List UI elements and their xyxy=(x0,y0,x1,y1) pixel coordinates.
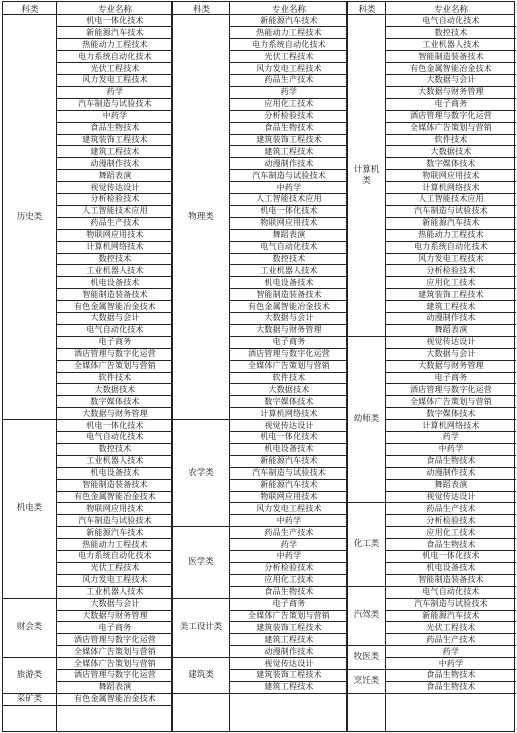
major-cell: 大数据技术 xyxy=(430,146,472,156)
major-cell: 汽车制造与试验技术 xyxy=(252,468,326,478)
major-cell: 电子商务 xyxy=(98,337,132,347)
major-cell: 视觉传达设计 xyxy=(264,658,314,668)
major-cell: 工业机器人技术 xyxy=(86,587,144,597)
major-cell: 分析检验技术 xyxy=(426,265,476,275)
major-cell: 舞蹈表演 xyxy=(434,325,468,335)
major-cell: 数字媒体技术 xyxy=(426,408,476,418)
majors-table xyxy=(2,1,515,732)
major-cell: 光伏工程技术 xyxy=(264,51,314,61)
major-cell: 汽车制造与试验技术 xyxy=(252,170,326,180)
major-cell: 数字媒体技术 xyxy=(426,158,476,168)
major-cell: 热能动力工程技术 xyxy=(418,230,484,240)
major-cell: 光伏工程技术 xyxy=(90,63,140,73)
major-cell: 全媒体广告策划与营销 xyxy=(410,396,492,406)
major-cell: 热能动力工程技术 xyxy=(256,27,322,37)
major-cell: 智能制造装备技术 xyxy=(82,289,148,299)
major-cell: 药学 xyxy=(442,646,460,656)
major-cell: 计算机网络技术 xyxy=(86,242,144,252)
major-cell: 建筑工程技术 xyxy=(426,301,476,311)
category-name: 采矿类 xyxy=(16,693,43,704)
major-cell: 食品生物技术 xyxy=(426,539,476,549)
category-name: 医学类 xyxy=(188,556,214,567)
major-cell: 大数据技术 xyxy=(268,384,310,394)
major-cell: 电子商务 xyxy=(272,337,306,347)
major-cell: 建筑工程技术 xyxy=(90,146,140,156)
major-cell: 药品生产技术 xyxy=(90,218,140,228)
major-cell: 中药学 xyxy=(276,551,302,561)
major-cell: 计算机网络技术 xyxy=(260,408,318,418)
major-cell: 光伏工程技术 xyxy=(90,563,140,573)
major-cell: 软件技术 xyxy=(434,134,468,144)
major-cell: 建筑装饰工程技术 xyxy=(256,670,322,680)
category-name: 物理类 xyxy=(188,211,214,222)
major-cell: 机电一体化技术 xyxy=(86,15,144,25)
category-name: 财会类 xyxy=(16,622,43,633)
major-cell: 酒店管理与数字化运营 xyxy=(74,634,156,644)
major-cell: 软件技术 xyxy=(98,372,132,382)
major-cell: 物联网应用技术 xyxy=(260,491,318,501)
major-cell: 光伏工程技术 xyxy=(426,622,476,632)
header-major: 专业名称 xyxy=(433,4,468,15)
major-cell: 大数据与财务管理 xyxy=(418,361,484,371)
major-cell: 机电设备技术 xyxy=(264,444,314,454)
major-cell: 大数据与会计 xyxy=(90,313,140,323)
major-cell: 全媒体广告策划与营销 xyxy=(74,646,156,656)
major-cell: 食品生物技术 xyxy=(264,123,314,133)
major-cell: 食品生物技术 xyxy=(426,670,476,680)
major-cell: 应用化工技术 xyxy=(264,575,314,585)
major-cell: 中药学 xyxy=(276,182,302,192)
major-cell: 电子商务 xyxy=(272,599,306,609)
major-cell: 新能源汽车技术 xyxy=(422,610,480,620)
major-cell: 新能源汽车技术 xyxy=(86,27,144,37)
major-cell: 电气自动化技术 xyxy=(86,325,144,335)
major-cell: 智能制造装备技术 xyxy=(256,289,322,299)
major-cell: 酒店管理与数字化运营 xyxy=(410,384,492,394)
major-cell: 电力系统自动化技术 xyxy=(252,39,326,49)
category-name: 农学类 xyxy=(188,467,214,478)
major-cell: 动漫制作技术 xyxy=(264,646,314,656)
major-cell: 人工智能技术应用 xyxy=(256,194,322,204)
major-cell: 中药学 xyxy=(276,515,302,525)
major-cell: 大数据与会计 xyxy=(426,349,476,359)
major-cell: 风力发电工程技术 xyxy=(256,503,322,513)
major-cell: 药学 xyxy=(106,87,124,97)
major-cell: 食品生物技术 xyxy=(90,123,140,133)
major-cell: 风力发电工程技术 xyxy=(82,75,148,85)
major-cell: 全媒体广告策划与营销 xyxy=(74,361,156,371)
major-cell: 机电一体化技术 xyxy=(86,420,144,430)
major-cell: 动漫制作技术 xyxy=(264,158,314,168)
major-cell: 电力系统自动化技术 xyxy=(414,242,488,252)
major-cell: 药品生产技术 xyxy=(264,75,314,85)
major-cell: 酒店管理与数字化运营 xyxy=(74,670,156,680)
major-cell: 智能制造装备技术 xyxy=(82,480,148,490)
major-cell: 汽车制造与试验技术 xyxy=(414,206,488,216)
major-cell: 药学 xyxy=(442,432,460,442)
major-cell: 应用化工技术 xyxy=(264,99,314,109)
major-cell: 有色金属智能冶金技术 xyxy=(248,301,330,311)
major-cell: 视觉传达设计 xyxy=(426,491,476,501)
major-cell: 机电设备技术 xyxy=(90,277,140,287)
header-major: 专业名称 xyxy=(97,4,132,15)
major-cell: 新能源汽车技术 xyxy=(422,218,480,228)
header-category: 科类 xyxy=(192,4,210,15)
category-name: 美工设计类 xyxy=(179,622,223,633)
major-cell: 药品生产技术 xyxy=(426,503,476,513)
major-cell: 电力系统自动化技术 xyxy=(78,551,152,561)
major-cell: 应用化工技术 xyxy=(426,527,476,537)
major-cell: 有色金属智能冶金技术 xyxy=(74,301,156,311)
major-cell: 应用化工技术 xyxy=(426,277,476,287)
major-cell: 视觉传达设计 xyxy=(264,420,314,430)
major-cell: 舞蹈表演 xyxy=(434,480,468,490)
major-cell: 汽车制造与试验技术 xyxy=(78,515,152,525)
category-name: 幼师类 xyxy=(353,414,380,425)
major-cell: 工业机器人技术 xyxy=(260,265,318,275)
major-cell: 新能源汽车技术 xyxy=(260,456,318,466)
major-cell: 电气自动化技术 xyxy=(422,587,480,597)
major-cell: 全媒体广告策划与营销 xyxy=(74,658,156,668)
major-cell: 数控技术 xyxy=(98,253,132,263)
major-cell: 分析检验技术 xyxy=(264,111,314,121)
major-cell: 电气自动化技术 xyxy=(86,432,144,442)
major-cell: 食品生物技术 xyxy=(264,587,314,597)
major-cell: 机电一体化技术 xyxy=(422,551,480,561)
major-cell: 物联网应用技术 xyxy=(260,218,318,228)
major-cell: 汽车制造与试验技术 xyxy=(78,99,152,109)
major-cell: 建筑装饰工程技术 xyxy=(256,134,322,144)
major-cell: 动漫制作技术 xyxy=(426,313,476,323)
major-cell: 视觉传达设计 xyxy=(426,337,476,347)
major-cell: 酒店管理与数字化运营 xyxy=(248,349,330,359)
header-category: 科类 xyxy=(358,4,376,15)
major-cell: 全媒体广告策划与营销 xyxy=(248,361,330,371)
major-cell: 电气自动化技术 xyxy=(260,242,318,252)
major-cell: 舞蹈表演 xyxy=(98,682,132,692)
major-cell: 中药学 xyxy=(438,444,464,454)
major-cell: 物联网应用技术 xyxy=(422,170,480,180)
category-name-text: 计算机类 xyxy=(353,164,380,186)
major-cell: 大数据与财务管理 xyxy=(82,408,148,418)
header-category: 科类 xyxy=(21,4,39,15)
major-cell: 分析检验技术 xyxy=(90,194,140,204)
major-cell: 智能制造装备技术 xyxy=(418,575,484,585)
category-name: 汽驾类 xyxy=(353,610,380,621)
major-cell: 有色金属智能冶金技术 xyxy=(410,63,492,73)
major-cell: 药学 xyxy=(280,539,298,549)
major-cell: 建筑装饰工程技术 xyxy=(256,622,322,632)
major-cell: 汽车制造与试验技术 xyxy=(414,599,488,609)
major-cell: 大数据与财务管理 xyxy=(82,610,148,620)
category-name xyxy=(348,15,385,336)
major-cell: 软件技术 xyxy=(272,372,306,382)
category-name: 机电类 xyxy=(16,503,43,514)
major-cell: 药品生产技术 xyxy=(426,634,476,644)
column-panel-1 xyxy=(2,1,172,732)
major-cell: 电力系统自动化技术 xyxy=(78,51,152,61)
major-cell: 计算机网络技术 xyxy=(422,182,480,192)
major-cell: 建筑工程技术 xyxy=(264,634,314,644)
major-cell: 大数据与财务管理 xyxy=(418,87,484,97)
major-cell: 工业机器人技术 xyxy=(86,265,144,275)
major-cell: 数字媒体技术 xyxy=(264,396,314,406)
major-cell: 机电设备技术 xyxy=(426,563,476,573)
major-cell: 建筑工程技术 xyxy=(264,682,314,692)
major-cell: 建筑工程技术 xyxy=(264,146,314,156)
major-cell: 大数据与会计 xyxy=(90,599,140,609)
major-cell: 动漫制作技术 xyxy=(426,468,476,478)
major-cell: 分析检验技术 xyxy=(264,563,314,573)
major-cell: 数控技术 xyxy=(434,27,468,37)
major-cell: 机电一体化技术 xyxy=(260,206,318,216)
major-cell: 人工智能技术应用 xyxy=(82,206,148,216)
major-cell: 建筑装饰工程技术 xyxy=(82,134,148,144)
major-cell: 风力发电工程技术 xyxy=(418,253,484,263)
major-cell: 物联网应用技术 xyxy=(86,230,144,240)
major-cell: 智能制造装备技术 xyxy=(418,51,484,61)
major-cell: 全媒体广告策划与营销 xyxy=(410,123,492,133)
major-cell: 计算机网络技术 xyxy=(422,420,480,430)
major-cell: 酒店管理与数字化运营 xyxy=(410,111,492,121)
major-cell: 电子商务 xyxy=(434,99,468,109)
major-cell: 大数据与会计 xyxy=(426,75,476,85)
major-cell: 舞蹈表演 xyxy=(98,170,132,180)
category-name: 烹饪类 xyxy=(353,675,380,686)
major-cell: 工业机器人技术 xyxy=(422,39,480,49)
major-cell: 大数据与会计 xyxy=(264,313,314,323)
major-cell: 人工智能技术应用 xyxy=(418,194,484,204)
major-cell: 视觉传达设计 xyxy=(90,182,140,192)
major-cell: 建筑装饰工程技术 xyxy=(418,289,484,299)
major-cell: 舞蹈表演 xyxy=(272,230,306,240)
major-cell: 新能源汽车技术 xyxy=(260,15,318,25)
major-cell: 热能动力工程技术 xyxy=(82,39,148,49)
major-cell: 新能源汽车技术 xyxy=(86,527,144,537)
major-cell: 大数据技术 xyxy=(94,384,136,394)
major-cell: 数字媒体技术 xyxy=(90,396,140,406)
major-cell: 食品生物技术 xyxy=(426,682,476,692)
major-cell: 全媒体广告策划与营销 xyxy=(248,610,330,620)
major-cell: 电子商务 xyxy=(98,622,132,632)
column-panel-3 xyxy=(347,1,515,732)
major-cell: 分析检验技术 xyxy=(426,515,476,525)
category-name: 建筑类 xyxy=(188,669,214,680)
major-cell: 热能动力工程技术 xyxy=(82,539,148,549)
major-cell: 物联网应用技术 xyxy=(86,503,144,513)
major-cell: 机电一体化技术 xyxy=(260,432,318,442)
major-cell: 数控技术 xyxy=(272,253,306,263)
category-name: 历史类 xyxy=(16,211,43,222)
category-name: 牧医类 xyxy=(353,652,380,663)
major-cell: 工业机器人技术 xyxy=(86,456,144,466)
header-major: 专业名称 xyxy=(271,4,306,15)
major-cell: 中药学 xyxy=(102,111,128,121)
major-cell: 大数据与财务管理 xyxy=(256,325,322,335)
major-cell: 电子商务 xyxy=(434,372,468,382)
major-cell: 机电设备技术 xyxy=(264,277,314,287)
major-cell: 动漫制作技术 xyxy=(90,158,140,168)
major-cell: 数控技术 xyxy=(98,444,132,454)
major-cell: 食品生物技术 xyxy=(426,456,476,466)
major-cell: 药学 xyxy=(280,87,298,97)
major-cell: 中药学 xyxy=(438,658,464,668)
major-cell: 酒店管理与数字化运营 xyxy=(74,349,156,359)
major-cell: 电气自动化技术 xyxy=(422,15,480,25)
major-cell: 有色金属智能冶金技术 xyxy=(74,694,156,704)
major-cell: 药品生产技术 xyxy=(264,527,314,537)
major-cell: 有色金属智能冶金技术 xyxy=(74,491,156,501)
category-name: 化工类 xyxy=(353,539,380,550)
column-panel-2 xyxy=(172,1,347,732)
major-cell: 风力发电工程技术 xyxy=(82,575,148,585)
major-cell: 机电设备技术 xyxy=(90,468,140,478)
major-cell: 风力发电工程技术 xyxy=(256,63,322,73)
category-name: 旅游类 xyxy=(16,669,43,680)
major-cell: 新能源汽车技术 xyxy=(260,480,318,490)
